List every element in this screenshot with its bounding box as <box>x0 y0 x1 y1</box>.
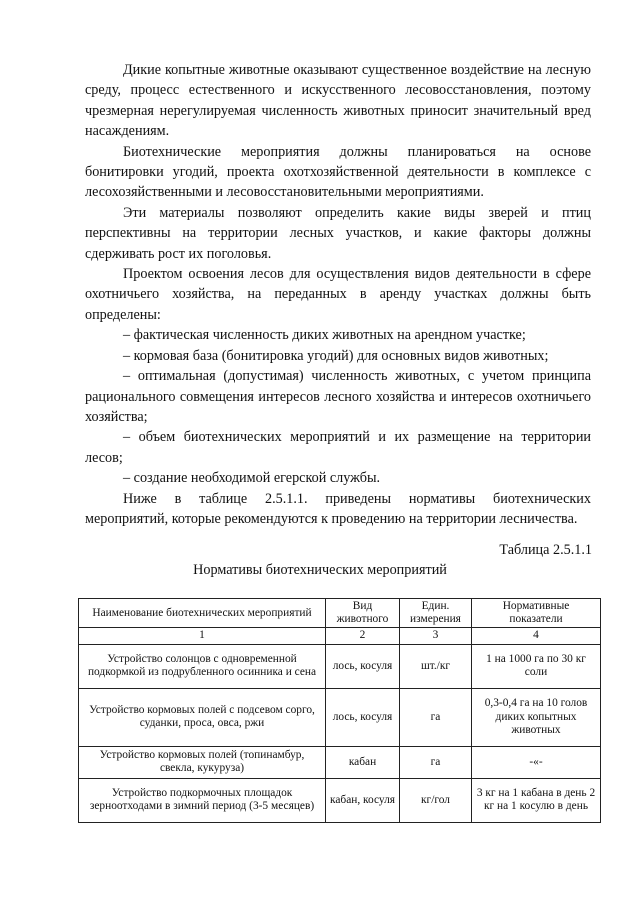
table-cell: Устройство кормовых полей с подсевом сорго, суданки, проса, овса, ржи <box>79 688 326 746</box>
table-row <box>79 644 601 688</box>
table-cell: Устройство кормовых полей (топинамбур, свекла, кукуруза) <box>79 746 326 778</box>
table-title: Нормативы биотехнических мероприятий <box>193 562 447 578</box>
list-item: – кормовая база (бонитировка угодий) для основных видов животных; <box>123 347 549 364</box>
table-cell: Устройство солонцов с одновременной подкормкой из подрубленного осинника и сена <box>79 644 326 688</box>
paragraph: Дикие копытные животные оказывают существенное воздействие на лесную среду, процесс естественного и искусственного лесовосстановления, поэтому чрезмерная нерегулируемая численность животных приносит значительный вред насаждениям. <box>85 62 591 140</box>
table-cell: шт./кг <box>400 644 472 688</box>
table-cell: га <box>400 746 472 778</box>
table-cell: Устройство подкормочных площадок зерноотходами в зимний период (3-5 месяцев) <box>79 778 326 822</box>
column-number-row <box>79 628 601 644</box>
list-item: – оптимальная (допустимая) численность животных, с учетом принципа рационального совмещения интересов лесного хозяйства и интересов охотничьего хозяйства; <box>85 368 591 425</box>
header-cell: Нормативные показатели <box>472 599 601 628</box>
list-item: – фактическая численность диких животных на арендном участке; <box>123 327 526 344</box>
header-cell: Вид животного <box>326 599 400 628</box>
table-row <box>79 778 601 822</box>
table-cell: кабан <box>326 746 400 778</box>
list-item: – создание необходимой егерской службы. <box>123 470 381 487</box>
column-number: 2 <box>326 628 400 644</box>
table-cell: 1 на 1000 га по 30 кг соли <box>472 644 601 688</box>
norms-table <box>78 598 601 823</box>
table-cell: лось, косуля <box>326 644 400 688</box>
body-text <box>85 60 591 529</box>
paragraph: Проектом освоения лесов для осуществления видов деятельности в сфере охотничьего хозяйства, на переданных в аренду участках должны быть определены: <box>85 266 591 323</box>
table-cell: кабан, косуля <box>326 778 400 822</box>
column-number: 3 <box>400 628 472 644</box>
table-row <box>79 746 601 778</box>
table-cell: 0,3-0,4 га на 10 голов диких копытных животных <box>472 688 601 746</box>
paragraph: Эти материалы позволяют определить какие виды зверей и птиц перспективны на территории лесных участков, и какие факторы должны сдерживать рост их поголовья. <box>85 204 591 262</box>
list-item: – объем биотехнических мероприятий и их размещение на территории лесов; <box>85 429 591 466</box>
table-cell: -«- <box>472 746 601 778</box>
table-cell: лось, косуля <box>326 688 400 746</box>
paragraph: Биотехнические мероприятия должны планироваться на основе бонитировки угодий, проекта охотхозяйственной деятельности в комплексе с лесохозяйственными и лесовосстановительными мероприятиями. <box>85 143 591 201</box>
column-number: 4 <box>472 628 601 644</box>
table-cell: кг/гол <box>400 778 472 822</box>
header-cell: Един. измерения <box>400 599 472 628</box>
table-row <box>79 688 601 746</box>
column-number: 1 <box>79 628 326 644</box>
table-cell: га <box>400 688 472 746</box>
paragraph: Ниже в таблице 2.5.1.1. приведены нормативы биотехнических мероприятий, которые рекомендуются к проведению на территории лесничества. <box>85 490 591 527</box>
table-label: Таблица 2.5.1.1 <box>499 542 592 558</box>
table-header-row <box>79 599 601 628</box>
table-cell: 3 кг на 1 кабана в день 2 кг на 1 косулю в день <box>472 778 601 822</box>
header-cell: Наименование биотехнических мероприятий <box>79 599 326 628</box>
